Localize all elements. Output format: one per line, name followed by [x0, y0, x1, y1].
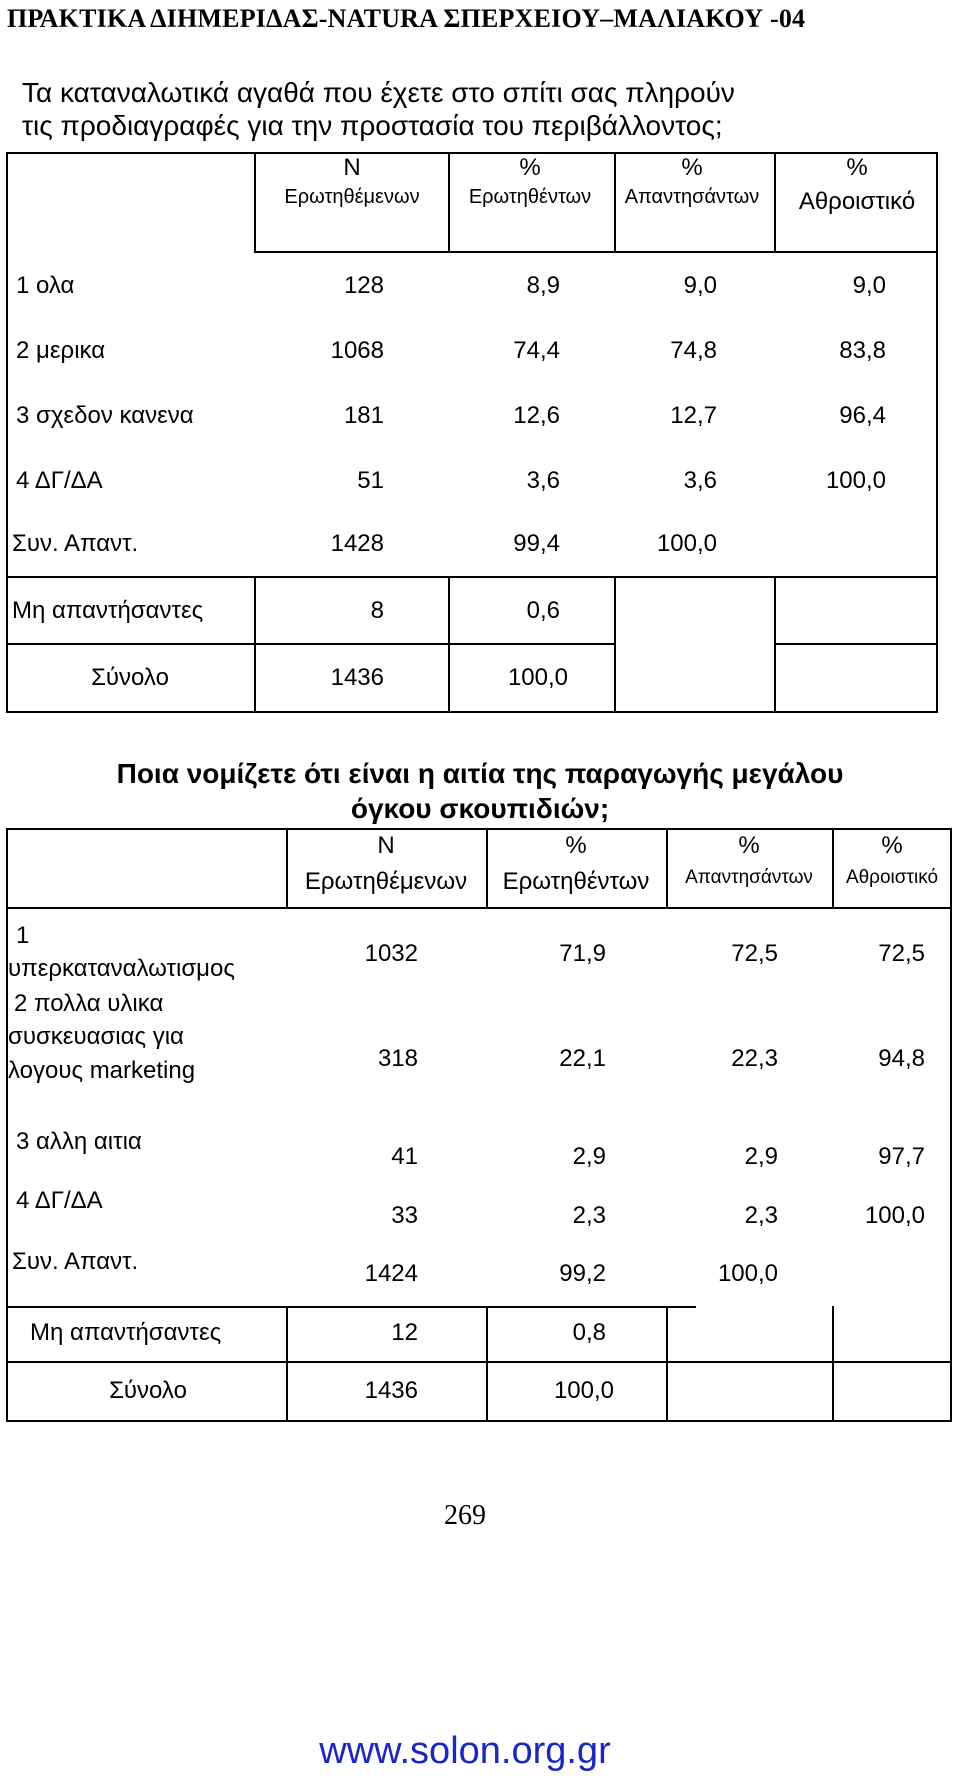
cumulative-cell: 100,0 [864, 1202, 925, 1229]
pct-asked-cell: 100,0 [507, 664, 568, 691]
table1-question-line1: Τα καταναλωτικά αγαθά που έχετε στο σπίτι σας πληρούν [22, 77, 735, 108]
table2-col-n-symbol: Ν [377, 832, 395, 859]
pct-asked-cell: 2,3 [572, 1202, 606, 1229]
table1-col-pct-asked-label: Ερωτηθέντων [468, 186, 592, 208]
row-label-line: Συν. Απαντ. [12, 1248, 139, 1275]
n-cell: 181 [343, 402, 384, 429]
cumulative-cell: 94,8 [878, 1045, 925, 1072]
table2-question [0, 756, 960, 826]
row-label: 3 σχεδον κανενα [16, 402, 194, 429]
pct-asked-cell: 22,1 [559, 1045, 606, 1072]
pct-asked-cell: 8,9 [526, 272, 560, 299]
table1-col-pct-asked-symbol: % [519, 154, 541, 181]
cumulative-cell: 100,0 [825, 467, 886, 494]
pct-answered-cell: 100,0 [656, 530, 717, 557]
total-label: Σύνολο [91, 664, 169, 691]
pct-asked-cell: 12,6 [513, 402, 560, 429]
non-response-label: Μη απαντήσαντες [12, 597, 204, 624]
n-cell: 8 [370, 597, 384, 624]
row-label-line: 1 [16, 922, 30, 949]
row-label-line: υπερκαταναλωτισμος [8, 955, 235, 982]
table1-col-cumulative-label: Αθροιστικό [798, 188, 916, 215]
pct-answered-cell: 12,7 [670, 402, 717, 429]
non-response-label: Μη απαντήσαντες [30, 1319, 222, 1346]
n-cell: 41 [391, 1143, 418, 1170]
cumulative-cell: 72,5 [878, 940, 925, 967]
table1-question [22, 76, 735, 142]
n-cell: 1428 [330, 530, 384, 557]
pct-asked-cell: 3,6 [526, 467, 560, 494]
table2-col-cumulative-label: Αθροιστικό [845, 867, 939, 888]
table2-question-line2: όγκου σκουπιδιών; [350, 793, 610, 824]
pct-answered-cell: 3,6 [683, 467, 717, 494]
table1-question-line2: τις προδιαγραφές για την προστασία του περιβάλλοντος; [22, 110, 723, 141]
pct-asked-cell: 99,2 [559, 1260, 606, 1287]
pct-answered-cell: 22,3 [731, 1045, 778, 1072]
n-cell: 33 [391, 1202, 418, 1229]
pct-asked-cell: 74,4 [513, 337, 560, 364]
row-label: 1 ολα [16, 272, 75, 299]
pct-answered-cell: 100,0 [717, 1260, 778, 1287]
table1-col-pct-answered-symbol: % [681, 154, 703, 181]
row-label: 4 ΔΓ/ΔΑ [16, 467, 103, 494]
document-header: ΠΡΑΚΤΙΚΑ ΔΙΗΜΕΡΙΔΑΣ-NATURA ΣΠΕΡΧΕΙΟΥ–ΜΑΛΙΑΚΟΥ -04 [7, 4, 806, 33]
table1-col-cumulative-symbol: % [846, 154, 868, 181]
pct-asked-cell: 100,0 [553, 1377, 614, 1404]
row-label: 2 μερικα [16, 337, 106, 364]
n-cell: 128 [343, 272, 384, 299]
total-label: Σύνολο [109, 1377, 187, 1404]
n-cell: 51 [357, 467, 384, 494]
table2-col-pct-answered-symbol: % [738, 832, 760, 859]
table2-col-pct-answered-label: Απαντησάντων [685, 867, 813, 888]
page-number: 269 [444, 1500, 486, 1531]
n-cell: 1068 [330, 337, 384, 364]
row-label-line: 2 πολλα υλικα [14, 990, 164, 1017]
table2-question-line1: Ποια νομίζετε ότι είναι η αιτία της παραγωγής μεγάλου [116, 758, 844, 789]
cumulative-cell: 97,7 [878, 1143, 925, 1170]
n-cell: 1424 [364, 1260, 418, 1287]
cumulative-cell: 96,4 [839, 402, 886, 429]
row-label: Συν. Απαντ. [12, 530, 139, 557]
pct-answered-cell: 9,0 [683, 272, 717, 299]
row-label-line: λογους marketing [8, 1057, 196, 1084]
cumulative-cell: 83,8 [839, 337, 886, 364]
pct-asked-cell: 71,9 [559, 940, 606, 967]
pct-asked-cell: 99,4 [513, 530, 560, 557]
pct-answered-cell: 74,8 [670, 337, 717, 364]
cumulative-cell: 9,0 [852, 272, 886, 299]
row-label-line: συσκευασιας για [8, 1023, 184, 1050]
pct-answered-cell: 72,5 [731, 940, 778, 967]
pct-asked-cell: 0,8 [572, 1319, 606, 1346]
table1-col-n-label: Ερωτηθέμενων [284, 186, 420, 208]
pct-answered-cell: 2,3 [744, 1202, 778, 1229]
n-cell: 1032 [364, 940, 418, 967]
pct-asked-cell: 2,9 [572, 1143, 606, 1170]
n-cell: 1436 [330, 664, 384, 691]
table2-col-pct-asked-label: Ερωτηθέντων [502, 868, 650, 895]
table2-col-n-label: Ερωτηθέμενων [304, 868, 468, 895]
website-link[interactable]: www.solon.org.gr [319, 1730, 611, 1772]
n-cell: 1436 [364, 1377, 418, 1404]
n-cell: 12 [391, 1319, 418, 1346]
table1-col-n-symbol: Ν [343, 154, 361, 181]
table2-col-cumulative-symbol: % [881, 832, 903, 859]
row-label-line: 4 ΔΓ/ΔΑ [16, 1187, 103, 1214]
row-label-line: 3 αλλη αιτια [16, 1128, 142, 1155]
pct-asked-cell: 0,6 [526, 597, 560, 624]
pct-answered-cell: 2,9 [744, 1143, 778, 1170]
table2-col-pct-asked-symbol: % [565, 832, 587, 859]
n-cell: 318 [377, 1045, 418, 1072]
table1-col-pct-answered-label: Απαντησάντων [624, 186, 760, 208]
